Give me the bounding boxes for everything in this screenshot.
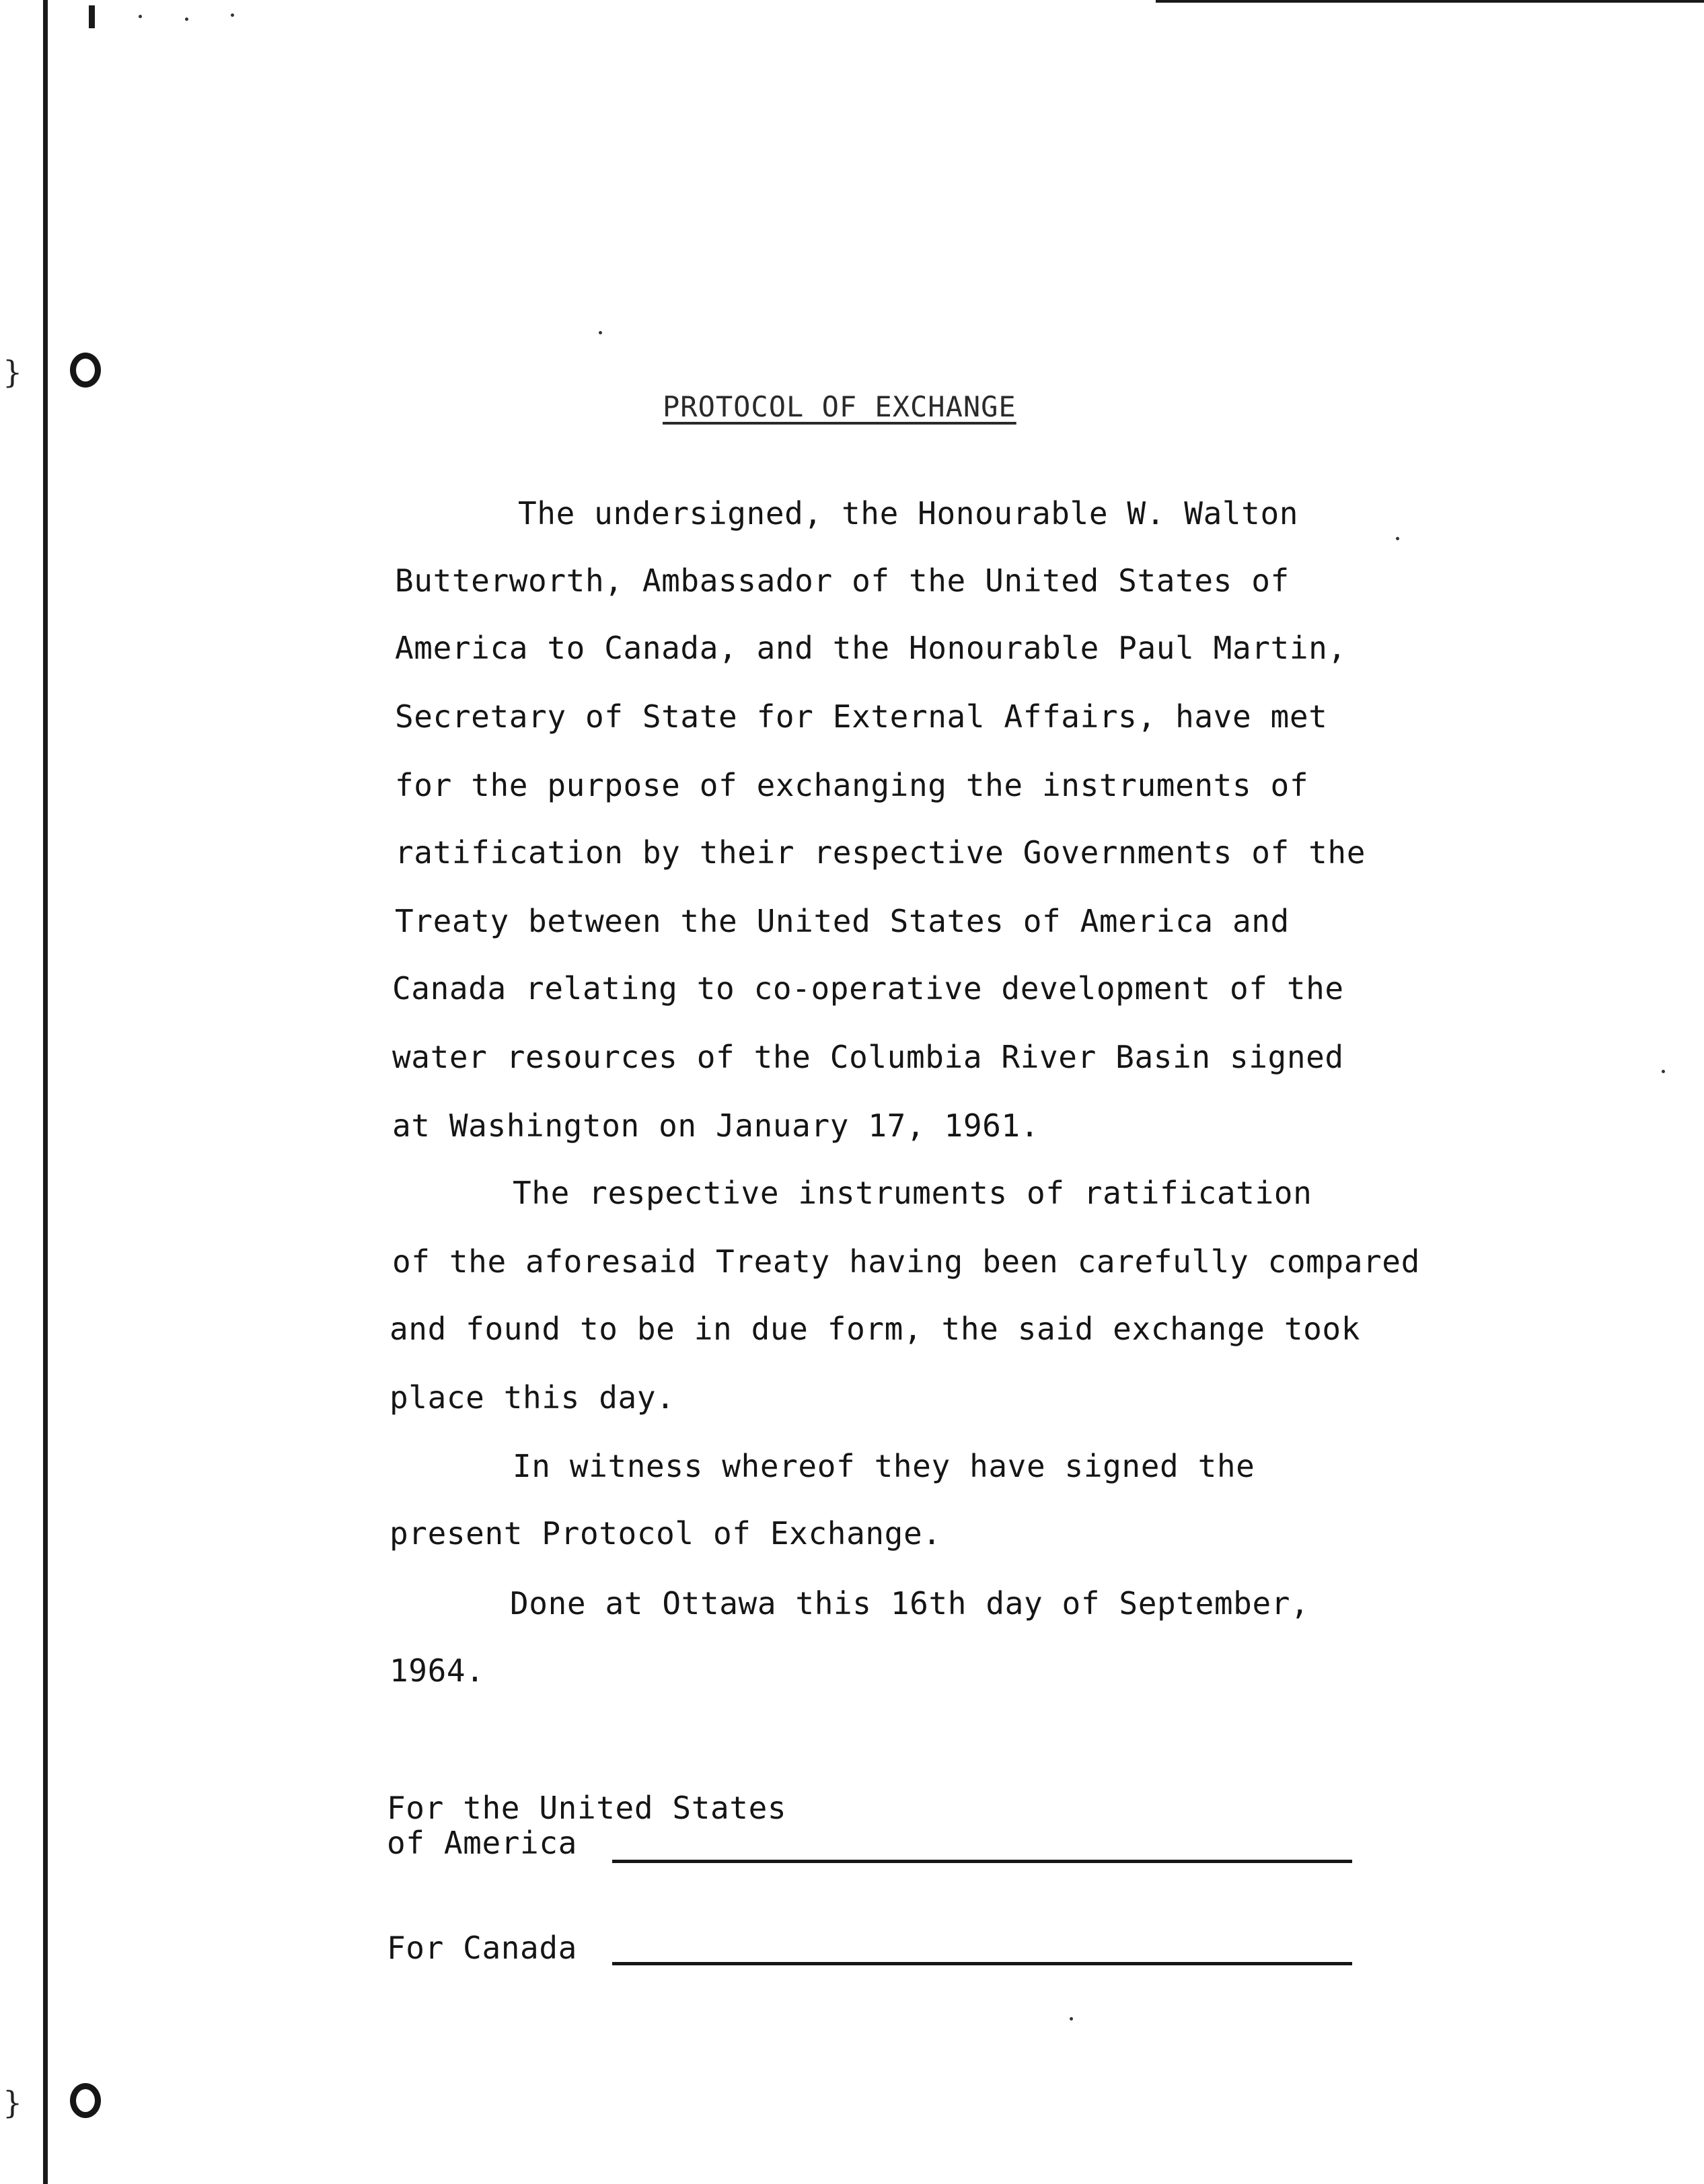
punch-hole-icon bbox=[70, 353, 101, 388]
body-text-line: 1964. bbox=[390, 1652, 485, 1689]
body-text-line: place this day. bbox=[390, 1379, 675, 1416]
scan-speck bbox=[185, 17, 188, 21]
margin-bracket-icon: } bbox=[3, 354, 23, 390]
margin-bracket-icon: } bbox=[3, 2084, 23, 2121]
scan-speck bbox=[1396, 537, 1399, 540]
body-text-line: for the purpose of exchanging the instruments of bbox=[395, 767, 1309, 803]
body-text-line: In witness whereof they have signed the bbox=[513, 1448, 1255, 1484]
body-text-line: Secretary of State for External Affairs, have met bbox=[395, 698, 1328, 735]
corner-scan-mark bbox=[89, 5, 95, 28]
signature-label-usa: For the United States bbox=[387, 1790, 787, 1826]
signature-line-canada bbox=[612, 1962, 1352, 1965]
scan-speck bbox=[1662, 1070, 1665, 1073]
scan-speck bbox=[1070, 2017, 1073, 2021]
scan-speck bbox=[139, 15, 142, 18]
punch-hole-icon bbox=[70, 2083, 101, 2118]
scan-speck bbox=[231, 13, 234, 17]
body-text-line: America to Canada, and the Honourable Paul Martin, bbox=[395, 630, 1347, 666]
binding-edge-line bbox=[43, 0, 48, 2184]
signature-label-usa: of America bbox=[387, 1825, 577, 1861]
body-text-line: Butterworth, Ambassador of the United States of bbox=[395, 562, 1290, 599]
scan-speck bbox=[599, 331, 602, 334]
signature-line-usa bbox=[612, 1860, 1352, 1863]
body-text-line: at Washington on January 17, 1961. bbox=[392, 1107, 1040, 1144]
body-text-line: and found to be in due form, the said exchange took bbox=[390, 1311, 1361, 1347]
document-title: PROTOCOL OF EXCHANGE bbox=[663, 390, 1016, 423]
signature-label-canada: For Canada bbox=[387, 1930, 577, 1966]
top-edge-rule bbox=[1156, 0, 1704, 3]
body-text-line: Canada relating to co-operative development of the bbox=[392, 970, 1344, 1007]
body-text-line: of the aforesaid Treaty having been carefully compared bbox=[392, 1243, 1420, 1280]
body-text-line: The undersigned, the Honourable W. Walton bbox=[518, 495, 1299, 532]
body-text-line: The respective instruments of ratification bbox=[513, 1175, 1312, 1211]
body-text-line: present Protocol of Exchange. bbox=[390, 1515, 942, 1552]
body-text-line: ratification by their respective Governments of the bbox=[395, 834, 1366, 871]
body-text-line: Treaty between the United States of America and bbox=[395, 903, 1290, 939]
body-text-line: water resources of the Columbia River Basin signed bbox=[392, 1039, 1344, 1075]
body-text-line: Done at Ottawa this 16th day of September, bbox=[510, 1585, 1310, 1622]
